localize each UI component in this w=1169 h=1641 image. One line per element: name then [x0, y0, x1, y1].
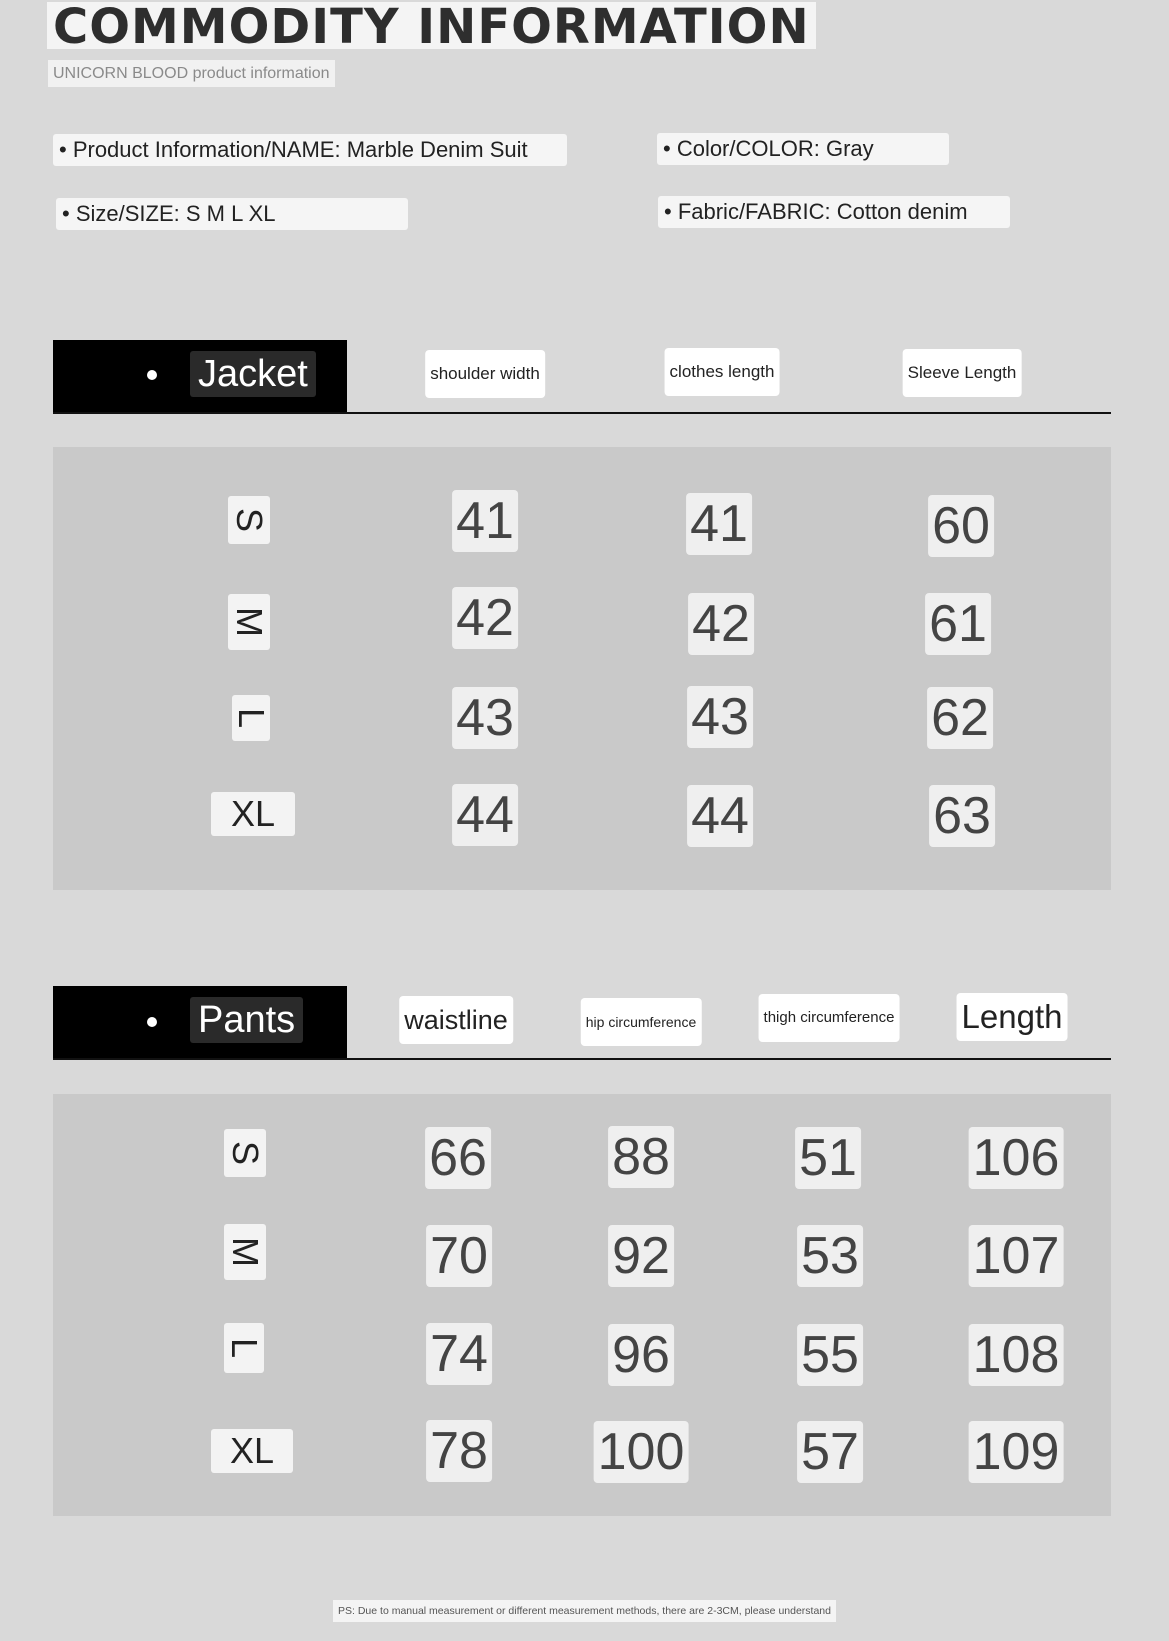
- page-title: COMMODITY INFORMATION: [47, 2, 816, 49]
- pants-xl-thigh-circumference: 57: [797, 1421, 863, 1483]
- pants-m-waistline: 70: [426, 1225, 492, 1287]
- info-size: • Size/SIZE: S M L XL: [56, 198, 408, 230]
- jacket-l-shoulder-width: 43: [452, 687, 518, 749]
- pants-xl-length: 109: [969, 1421, 1064, 1483]
- pants-size-xl: XL: [211, 1429, 293, 1473]
- pants-l-thigh-circumference: 55: [797, 1324, 863, 1386]
- pants-l-hip-circumference: 96: [608, 1324, 674, 1386]
- pants-bullet-icon: [147, 1017, 157, 1027]
- jacket-header-clothes-length: clothes length: [665, 348, 780, 396]
- info-color: • Color/COLOR: Gray: [657, 133, 949, 165]
- pants-size-l: L: [224, 1323, 264, 1373]
- jacket-xl-shoulder-width: 44: [452, 784, 518, 846]
- info-name: • Product Information/NAME: Marble Denim Suit: [53, 134, 567, 166]
- pants-section-label: Pants: [190, 997, 303, 1043]
- measurement-note: PS: Due to manual measurement or different measurement methods, there are 2-3CM, please understand: [333, 1600, 836, 1622]
- jacket-s-shoulder-width: 41: [452, 490, 518, 552]
- jacket-size-m: M: [228, 594, 270, 650]
- pants-xl-hip-circumference: 100: [594, 1421, 689, 1483]
- pants-header-waistline: waistline: [399, 996, 513, 1044]
- pants-size-s: S: [224, 1129, 266, 1177]
- jacket-l-clothes-length: 43: [687, 686, 753, 748]
- pants-header-thigh-circumference: thigh circumference: [759, 994, 900, 1042]
- pants-header-divider: [53, 1058, 1111, 1060]
- pants-s-waistline: 66: [425, 1127, 491, 1189]
- page-subtitle: UNICORN BLOOD product information: [48, 60, 335, 87]
- jacket-bullet-icon: [147, 370, 157, 380]
- pants-xl-waistline: 78: [426, 1420, 492, 1482]
- jacket-header-divider: [53, 412, 1111, 414]
- pants-header-hip-circumference: hip circumference: [581, 998, 702, 1046]
- jacket-size-l: L: [232, 695, 270, 741]
- jacket-m-clothes-length: 42: [688, 593, 754, 655]
- jacket-l-sleeve-length: 62: [927, 687, 993, 749]
- jacket-xl-clothes-length: 44: [687, 785, 753, 847]
- pants-l-length: 108: [969, 1324, 1064, 1386]
- jacket-header-sleeve-length: Sleeve Length: [903, 349, 1022, 397]
- pants-s-length: 106: [969, 1127, 1064, 1189]
- pants-m-hip-circumference: 92: [608, 1225, 674, 1287]
- pants-header-length: Length: [957, 993, 1068, 1041]
- jacket-section-label: Jacket: [190, 351, 316, 397]
- jacket-m-shoulder-width: 42: [452, 587, 518, 649]
- pants-m-length: 107: [969, 1225, 1064, 1287]
- jacket-header-shoulder-width: shoulder width: [425, 350, 545, 398]
- pants-l-waistline: 74: [426, 1323, 492, 1385]
- pants-s-hip-circumference: 88: [608, 1126, 674, 1188]
- info-fabric: • Fabric/FABRIC: Cotton denim: [658, 196, 1010, 228]
- jacket-s-clothes-length: 41: [686, 493, 752, 555]
- pants-m-thigh-circumference: 53: [797, 1225, 863, 1287]
- pants-size-m: M: [224, 1224, 266, 1280]
- jacket-size-s: S: [228, 496, 270, 544]
- jacket-s-sleeve-length: 60: [928, 495, 994, 557]
- jacket-size-xl: XL: [211, 792, 295, 836]
- jacket-m-sleeve-length: 61: [925, 593, 991, 655]
- jacket-xl-sleeve-length: 63: [929, 785, 995, 847]
- pants-s-thigh-circumference: 51: [795, 1127, 861, 1189]
